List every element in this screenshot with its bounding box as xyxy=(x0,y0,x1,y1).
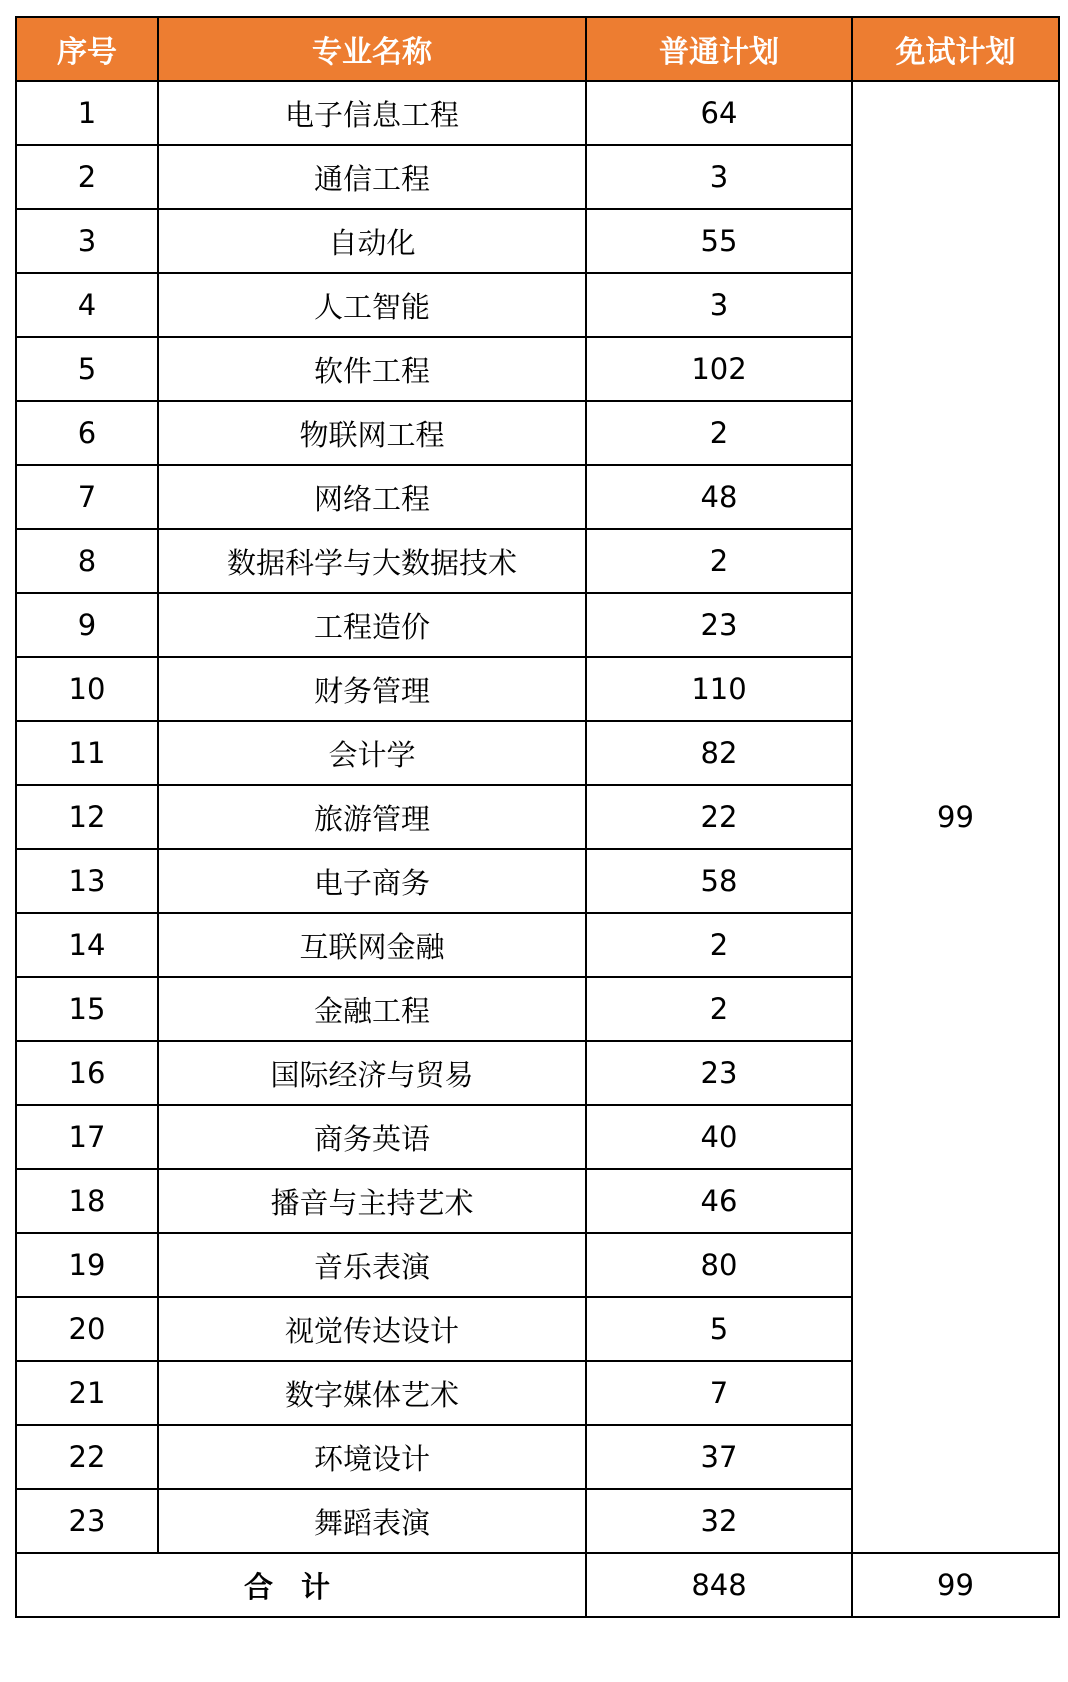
row-index: 11 xyxy=(16,721,158,785)
row-major: 工程造价 xyxy=(158,593,586,657)
row-index: 2 xyxy=(16,145,158,209)
row-regular-plan: 55 xyxy=(586,209,852,273)
header-regular-plan: 普通计划 xyxy=(586,17,852,81)
row-regular-plan: 48 xyxy=(586,465,852,529)
row-regular-plan: 2 xyxy=(586,977,852,1041)
header-index: 序号 xyxy=(16,17,158,81)
enrollment-plan-table xyxy=(15,16,1060,1618)
row-major: 物联网工程 xyxy=(158,401,586,465)
row-regular-plan: 102 xyxy=(586,337,852,401)
row-major: 互联网金融 xyxy=(158,913,586,977)
row-major: 旅游管理 xyxy=(158,785,586,849)
row-regular-plan: 58 xyxy=(586,849,852,913)
row-regular-plan: 82 xyxy=(586,721,852,785)
row-index: 5 xyxy=(16,337,158,401)
row-major: 人工智能 xyxy=(158,273,586,337)
row-index: 18 xyxy=(16,1169,158,1233)
header-major: 专业名称 xyxy=(158,17,586,81)
row-index: 12 xyxy=(16,785,158,849)
row-index: 20 xyxy=(16,1297,158,1361)
row-index: 23 xyxy=(16,1489,158,1553)
row-major: 软件工程 xyxy=(158,337,586,401)
row-index: 13 xyxy=(16,849,158,913)
row-regular-plan: 2 xyxy=(586,529,852,593)
row-regular-plan: 64 xyxy=(586,81,852,145)
row-major: 环境设计 xyxy=(158,1425,586,1489)
total-exempt: 99 xyxy=(852,1553,1059,1617)
row-regular-plan: 7 xyxy=(586,1361,852,1425)
row-index: 4 xyxy=(16,273,158,337)
row-regular-plan: 46 xyxy=(586,1169,852,1233)
row-index: 7 xyxy=(16,465,158,529)
row-regular-plan: 80 xyxy=(586,1233,852,1297)
row-index: 10 xyxy=(16,657,158,721)
row-index: 3 xyxy=(16,209,158,273)
row-regular-plan: 3 xyxy=(586,273,852,337)
row-regular-plan: 40 xyxy=(586,1105,852,1169)
row-index: 19 xyxy=(16,1233,158,1297)
row-major: 电子信息工程 xyxy=(158,81,586,145)
row-index: 14 xyxy=(16,913,158,977)
row-major: 财务管理 xyxy=(158,657,586,721)
header-exempt-plan: 免试计划 xyxy=(852,17,1059,81)
total-label: 合计 xyxy=(16,1553,586,1617)
row-index: 9 xyxy=(16,593,158,657)
row-major: 会计学 xyxy=(158,721,586,785)
row-regular-plan: 2 xyxy=(586,913,852,977)
row-major: 电子商务 xyxy=(158,849,586,913)
row-regular-plan: 23 xyxy=(586,593,852,657)
row-index: 22 xyxy=(16,1425,158,1489)
row-major: 视觉传达设计 xyxy=(158,1297,586,1361)
row-major: 国际经济与贸易 xyxy=(158,1041,586,1105)
row-index: 17 xyxy=(16,1105,158,1169)
row-index: 1 xyxy=(16,81,158,145)
row-index: 21 xyxy=(16,1361,158,1425)
row-regular-plan: 5 xyxy=(586,1297,852,1361)
row-index: 8 xyxy=(16,529,158,593)
row-major: 数字媒体艺术 xyxy=(158,1361,586,1425)
row-regular-plan: 22 xyxy=(586,785,852,849)
row-major: 自动化 xyxy=(158,209,586,273)
row-regular-plan: 37 xyxy=(586,1425,852,1489)
row-major: 舞蹈表演 xyxy=(158,1489,586,1553)
total-row xyxy=(16,1553,1059,1617)
row-regular-plan: 23 xyxy=(586,1041,852,1105)
total-regular: 848 xyxy=(586,1553,852,1617)
row-major: 通信工程 xyxy=(158,145,586,209)
row-major: 音乐表演 xyxy=(158,1233,586,1297)
row-major: 播音与主持艺术 xyxy=(158,1169,586,1233)
row-major: 金融工程 xyxy=(158,977,586,1041)
row-index: 15 xyxy=(16,977,158,1041)
table-row xyxy=(16,81,1059,145)
row-regular-plan: 32 xyxy=(586,1489,852,1553)
row-major: 商务英语 xyxy=(158,1105,586,1169)
row-index: 16 xyxy=(16,1041,158,1105)
row-regular-plan: 2 xyxy=(586,401,852,465)
row-regular-plan: 3 xyxy=(586,145,852,209)
table-header-row xyxy=(16,17,1059,81)
row-major: 数据科学与大数据技术 xyxy=(158,529,586,593)
exempt-plan-merged: 99 xyxy=(852,81,1059,1553)
row-regular-plan: 110 xyxy=(586,657,852,721)
row-index: 6 xyxy=(16,401,158,465)
row-major: 网络工程 xyxy=(158,465,586,529)
